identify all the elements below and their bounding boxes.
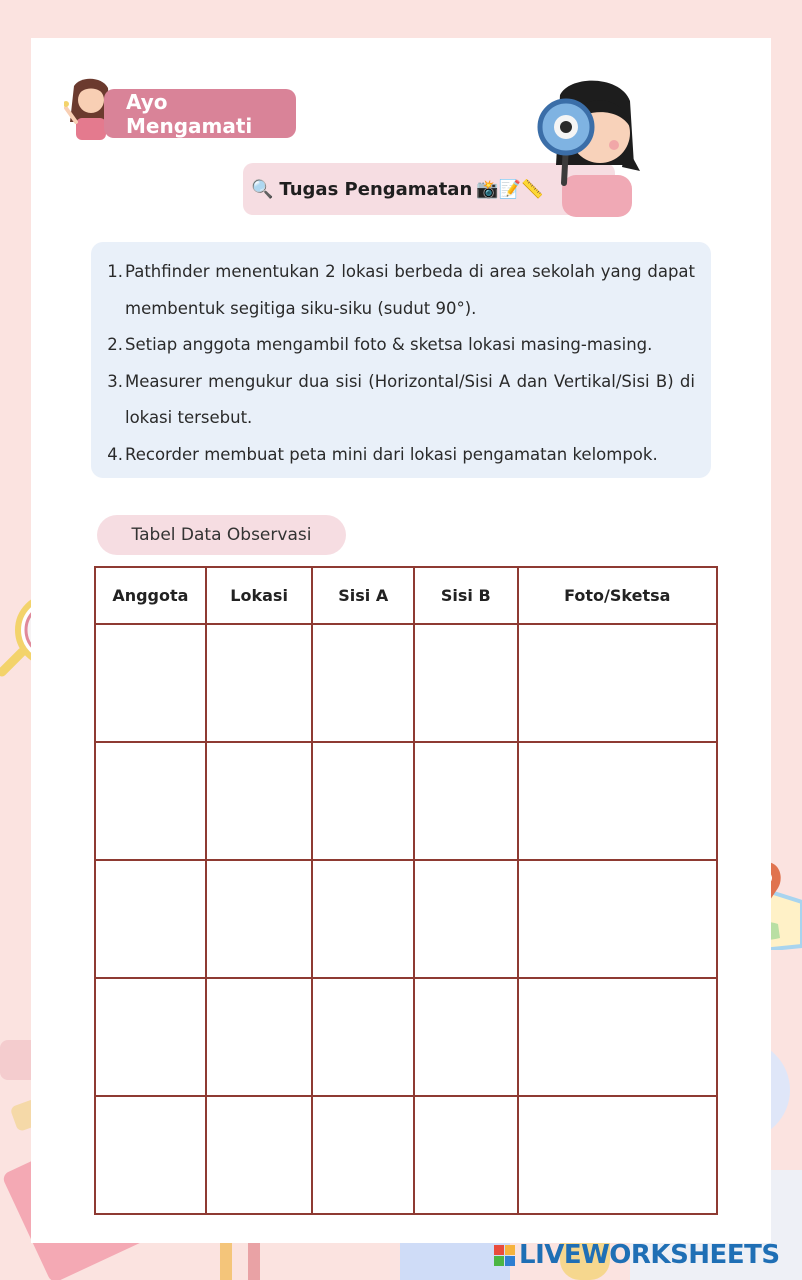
column-header-lokasi: Lokasi	[206, 567, 313, 624]
table-row	[95, 860, 717, 978]
column-header-anggota: Anggota	[95, 567, 206, 624]
girl-with-magnifier-icon	[530, 75, 640, 217]
column-header-foto-sketsa: Foto/Sketsa	[518, 567, 717, 624]
table-cell-sisi-b[interactable]	[414, 978, 518, 1096]
instruction-text: Recorder membuat peta mini dari lokasi pengamatan kelompok.	[125, 444, 658, 464]
table-cell-sisi-b[interactable]	[414, 742, 518, 860]
table-cell-sisi-a[interactable]	[312, 742, 414, 860]
table-label: Tabel Data Observasi	[97, 515, 346, 555]
instruction-text: Setiap anggota mengambil foto & sketsa lokasi masing-masing.	[125, 335, 653, 354]
table-cell-anggota[interactable]	[95, 624, 206, 742]
task-title: Tugas Pengamatan	[279, 178, 473, 200]
instruction-number: 4.	[107, 444, 123, 464]
table-header-row	[95, 567, 717, 624]
table-cell-sisi-b[interactable]	[414, 1096, 518, 1214]
instruction-text: Measurer mengukur dua sisi (Horizontal/Sisi A dan Vertikal/Sisi B) di lokasi tersebut.	[125, 371, 695, 427]
table-cell-foto-sketsa[interactable]	[518, 624, 717, 742]
table-cell-sisi-a[interactable]	[312, 978, 414, 1096]
table-row	[95, 742, 717, 860]
instruction-number: 3.	[107, 371, 123, 391]
section-title: Ayo Mengamati	[126, 89, 253, 138]
table-cell-sisi-a[interactable]	[312, 860, 414, 978]
table-cell-foto-sketsa[interactable]	[518, 742, 717, 860]
table-cell-lokasi[interactable]	[206, 860, 313, 978]
task-emojis: 📸📝📏	[476, 178, 544, 200]
instruction-number: 2.	[107, 335, 123, 354]
table-cell-sisi-b[interactable]	[414, 624, 518, 742]
column-header-sisi-a: Sisi A	[312, 567, 414, 624]
table-row	[95, 978, 717, 1096]
instruction-item	[103, 437, 695, 474]
table-cell-sisi-b[interactable]	[414, 860, 518, 978]
table-cell-anggota[interactable]	[95, 978, 206, 1096]
table-cell-foto-sketsa[interactable]	[518, 1096, 717, 1214]
instruction-number: 1.	[107, 262, 123, 281]
table-cell-sisi-a[interactable]	[312, 1096, 414, 1214]
instruction-item	[103, 327, 695, 364]
table-cell-lokasi[interactable]	[206, 742, 313, 860]
table-cell-anggota[interactable]	[95, 742, 206, 860]
table-cell-foto-sketsa[interactable]	[518, 978, 717, 1096]
section-header-badge	[104, 89, 296, 138]
brand-name: LIVEWORKSHEETS	[519, 1240, 780, 1270]
table-cell-lokasi[interactable]	[206, 1096, 313, 1214]
instruction-text: Pathfinder menentukan 2 lokasi berbeda di area sekolah yang dapat membentuk segitiga siku-siku (sudut 90°).	[125, 262, 695, 318]
observation-table	[94, 566, 718, 1215]
instruction-list	[103, 254, 695, 473]
magnifier-icon: 🔍	[251, 178, 274, 200]
table-cell-anggota[interactable]	[95, 860, 206, 978]
instructions-box	[91, 242, 711, 478]
table-cell-sisi-a[interactable]	[312, 624, 414, 742]
table-cell-lokasi[interactable]	[206, 624, 313, 742]
instruction-item	[103, 364, 695, 437]
liveworksheets-brand[interactable]	[494, 1240, 780, 1270]
table-cell-foto-sketsa[interactable]	[518, 860, 717, 978]
column-header-sisi-b: Sisi B	[414, 567, 518, 624]
table-row	[95, 1096, 717, 1214]
table-row	[95, 624, 717, 742]
table-cell-anggota[interactable]	[95, 1096, 206, 1214]
instruction-item	[103, 254, 695, 327]
table-cell-lokasi[interactable]	[206, 978, 313, 1096]
liveworksheets-logo-icon	[494, 1245, 515, 1266]
